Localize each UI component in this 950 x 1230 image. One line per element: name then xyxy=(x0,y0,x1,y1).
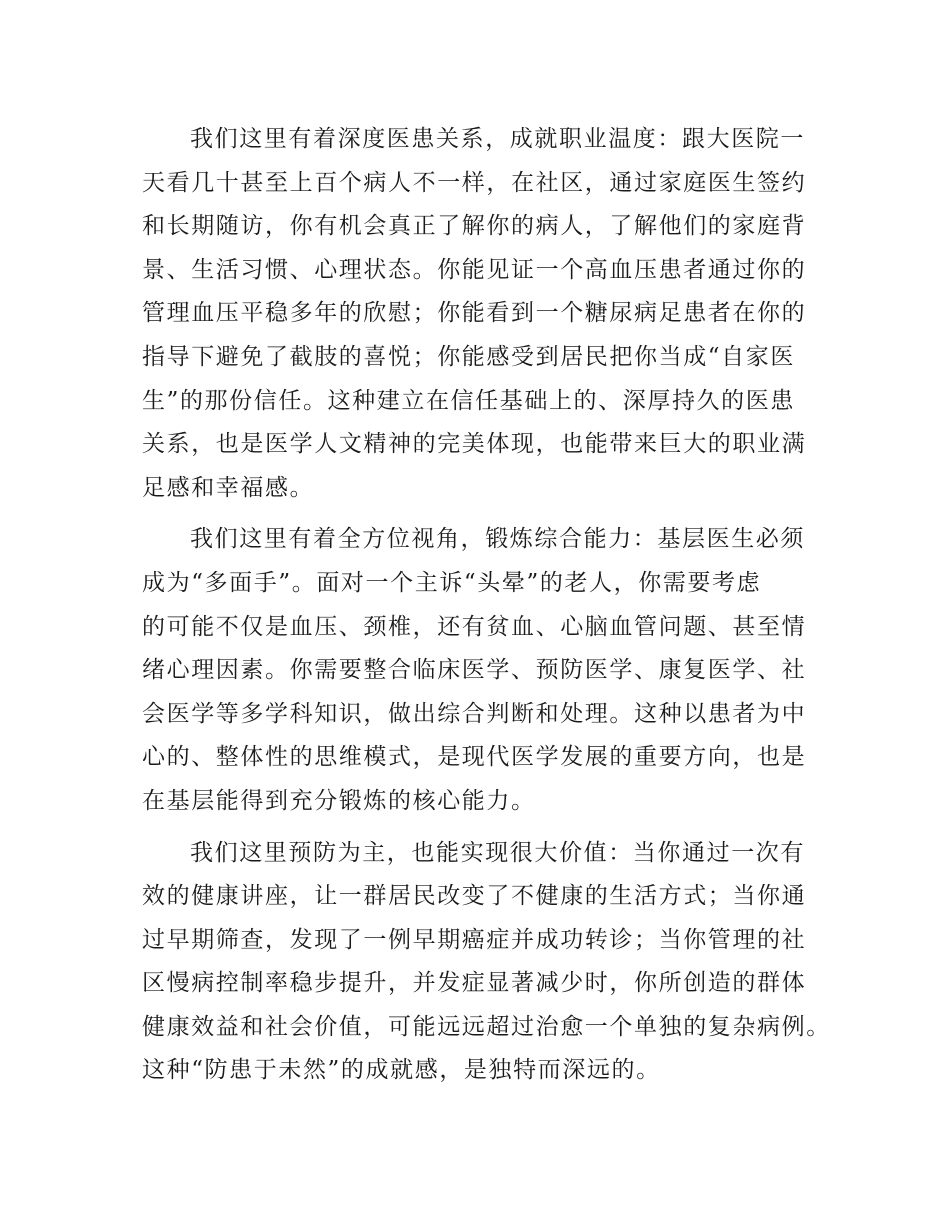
text-line: 景、生活习惯、心理状态。你能见证一个高血压患者通过你的 xyxy=(142,256,807,283)
text-line: 我们这里预防为主，也能实现很大价值：当你通过一次有 xyxy=(190,839,805,866)
text-line: 指导下避免了截肢的喜悦；你能感受到居民把你当成“自家医 xyxy=(142,343,795,370)
text-line: 天看几十甚至上百个病人不一样，在社区，通过家庭医生签约 xyxy=(142,169,807,196)
text-line: 绪心理因素。你需要整合临床医学、预防医学、康复医学、社 xyxy=(142,657,807,684)
text-line: 效的健康讲座，让一群居民改变了不健康的生活方式；当你通 xyxy=(142,883,807,910)
text-line: 生”的那份信任。这种建立在信任基础上的、深厚持久的医患 xyxy=(142,387,795,414)
text-line: 会医学等多学科知识，做出综合判断和处理。这种以患者为中 xyxy=(142,700,807,727)
text-line: 我们这里有着深度医患关系，成就职业温度：跟大医院一 xyxy=(190,126,805,152)
text-line: 关系，也是医学人文精神的完美体现，也能带来巨大的职业满 xyxy=(142,431,807,458)
text-line: 成为“多面手”。面对一个主诉“头晕”的老人，你需要考虑 xyxy=(142,569,762,596)
text-line: 和长期随访，你有机会真正了解你的病人，了解他们的家庭背 xyxy=(142,213,807,240)
text-line: 心的、整体性的思维模式，是现代医学发展的重要方向，也是 xyxy=(142,744,807,771)
text-line: 健康效益和社会价值，可能远远超过治愈一个单独的复杂病例。 xyxy=(142,1013,831,1040)
text-line: 管理血压平稳多年的欣慰；你能看到一个糖尿病足患者在你的 xyxy=(142,300,807,327)
paragraph-spacer xyxy=(142,510,812,518)
paragraph-2 xyxy=(142,518,812,823)
document-body xyxy=(142,118,831,1093)
text-line: 足感和幸福感。 xyxy=(142,474,315,501)
paragraph-1 xyxy=(142,118,812,510)
paragraph-3 xyxy=(142,832,831,1094)
text-line: 的可能不仅是血压、颈椎，还有贫血、心脑血管问题、甚至情 xyxy=(142,613,807,640)
text-line: 在基层能得到充分锻炼的核心能力。 xyxy=(142,787,536,814)
text-line: 这种“防患于未然”的成就感，是独特而深远的。 xyxy=(142,1057,661,1084)
text-line: 区慢病控制率稳步提升，并发症显著减少时，你所创造的群体 xyxy=(142,970,807,997)
text-line: 我们这里有着全方位视角，锻炼综合能力：基层医生必须 xyxy=(190,526,805,553)
text-line: 过早期筛查，发现了一例早期癌症并成功转诊；当你管理的社 xyxy=(142,926,807,953)
paragraph-spacer xyxy=(142,824,812,832)
